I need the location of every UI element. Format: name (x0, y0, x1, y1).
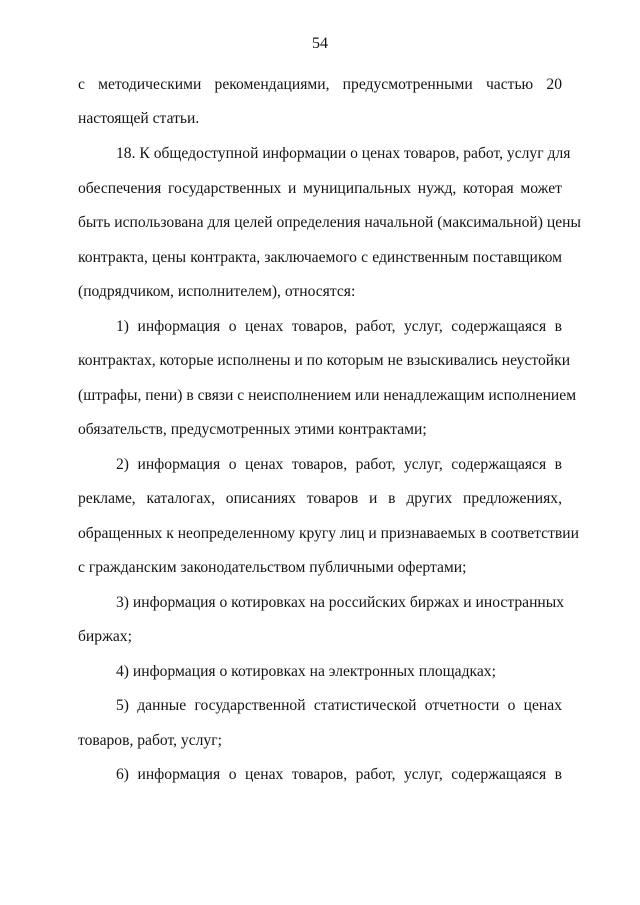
text-line: с гражданским законодательством публичными офертами; (78, 559, 467, 576)
text-line: (подрядчиком, исполнителем), относятся: (78, 283, 356, 300)
text-line: 18. К общедоступной информации о ценах товаров, работ, услуг для (116, 145, 571, 162)
text-line: быть использована для целей определения начальной (максимальной) цены (78, 214, 581, 231)
text-line: контракта, цены контракта, заключаемого с единственным поставщиком (78, 249, 562, 266)
text-line: товаров, работ, услуг; (78, 732, 222, 749)
text-line: 6) информация о ценах товаров, работ, услуг, содержащаяся в (116, 766, 562, 783)
text-line: 5) данные государственной статистической отчетности о ценах (116, 697, 562, 714)
text-line: с методическими рекомендациями, предусмотренными частью 20 (78, 76, 562, 93)
text-line: обязательств, предусмотренных этими контрактами; (78, 421, 427, 438)
text-line: контрактах, которые исполнены и по которым не взыскивались неустойки (78, 352, 571, 369)
text-line: 3) информация о котировках на российских биржах и иностранных (116, 594, 565, 611)
text-line: 2) информация о ценах товаров, работ, услуг, содержащаяся в (116, 456, 562, 473)
text-line: (штрафы, пени) в связи с неисполнением или ненадлежащим исполнением (78, 387, 577, 404)
text-line: биржах; (78, 628, 132, 645)
text-line: рекламе, каталогах, описаниях товаров и в других предложениях, (78, 490, 562, 507)
text-line: 1) информация о ценах товаров, работ, услуг, содержащаяся в (116, 318, 562, 335)
text-line: обеспечения государственных и муниципальных нужд, которая может (78, 180, 562, 197)
text-line: настоящей статьи. (78, 110, 200, 127)
text-line: 4) информация о котировках на электронных площадках; (116, 663, 496, 680)
page-number: 54 (312, 35, 328, 52)
text-line: обращенных к неопределенному кругу лиц и признаваемых в соответствии (78, 525, 579, 542)
